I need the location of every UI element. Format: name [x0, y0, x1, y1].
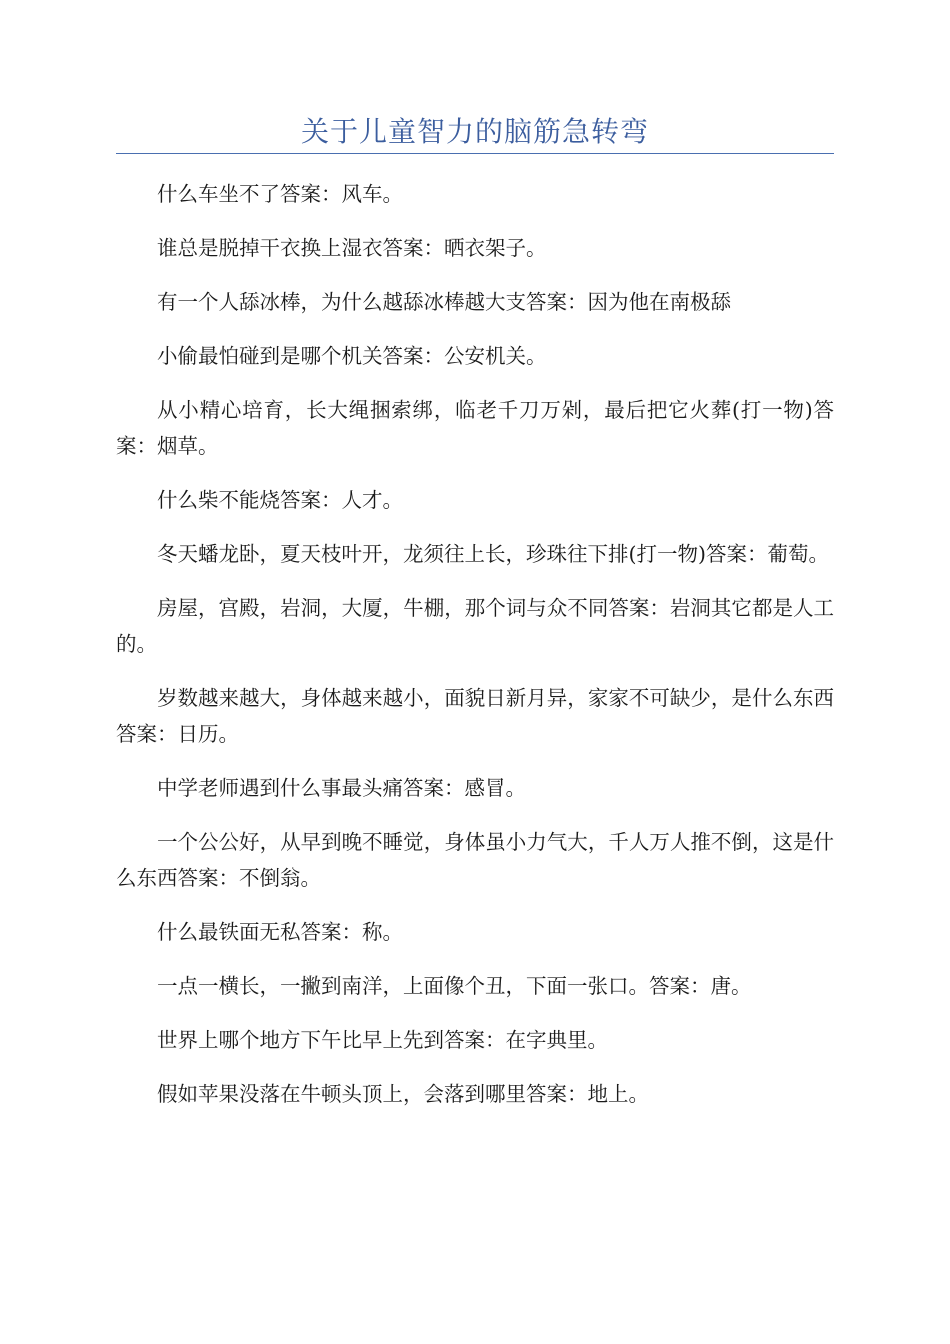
- paragraph: 什么最铁面无私答案：称。: [157, 920, 403, 944]
- title-underline: [116, 153, 834, 154]
- document-title: 关于儿童智力的脑筋急转弯: [300, 115, 649, 148]
- paragraph: 小偷最怕碰到是哪个机关答案：公安机关。: [157, 344, 547, 368]
- paragraph: 冬天蟠龙卧，夏天枝叶开，龙须往上长，珍珠往下排(打一物)答案：葡萄。: [157, 542, 829, 566]
- paragraph: 中学老师遇到什么事最头痛答案：感冒。: [157, 776, 526, 800]
- paragraph: 什么柴不能烧答案：人才。: [157, 488, 403, 512]
- paragraph: 假如苹果没落在牛顿头顶上，会落到哪里答案：地上。: [157, 1082, 649, 1106]
- paragraph: 一个公公好，从早到晚不睡觉，身体虽小力气大，千人万人推不倒，这是什么东西答案：不倒翁。: [116, 830, 834, 890]
- paragraph: 岁数越来越大，身体越来越小，面貌日新月异，家家不可缺少，是什么东西答案：日历。: [116, 686, 834, 746]
- paragraph: 什么车坐不了答案：风车。: [157, 182, 403, 206]
- paragraph: 有一个人舔冰棒，为什么越舔冰棒越大支答案：因为他在南极舔: [157, 290, 731, 314]
- paragraph: 一点一横长，一撇到南洋，上面像个丑，下面一张口。答案：唐。: [157, 974, 752, 998]
- paragraph: 谁总是脱掉干衣换上湿衣答案：晒衣架子。: [157, 236, 547, 260]
- paragraph: 房屋，宫殿，岩洞，大厦，牛棚，那个词与众不同答案：岩洞其它都是人工的。: [116, 596, 834, 656]
- paragraph: 世界上哪个地方下午比早上先到答案：在字典里。: [157, 1028, 608, 1052]
- paragraph: 从小精心培育，长大绳捆索绑，临老千刀万剁，最后把它火葬(打一物)答案：烟草。: [116, 398, 834, 458]
- document-body: [116, 176, 834, 1130]
